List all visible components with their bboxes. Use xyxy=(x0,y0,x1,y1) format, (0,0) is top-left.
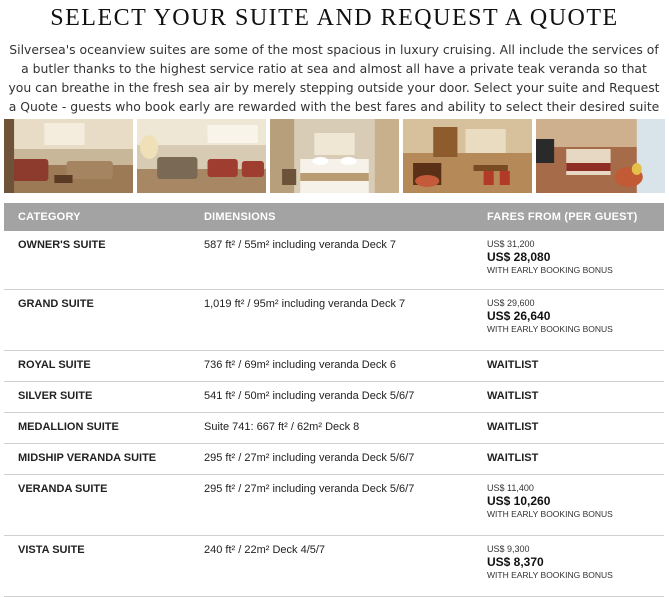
table-row[interactable] xyxy=(4,444,664,475)
early-booking-fare: US$ 26,640 xyxy=(487,309,551,323)
intro-paragraph: Silversea's oceanview suites are some of the most spacious in luxury cruising. All include the services of a butler thanks to the highest service ratio at sea and almost all have a private teak veranda so that you can breathe in the fresh sea air by merely stepping outside your door. Select your suite and Request a Quote - guests who book early are rewarded with the best fares and ability to select their desired suite xyxy=(8,42,660,114)
suite-category: VERANDA SUITE xyxy=(4,475,190,536)
suite-fare xyxy=(473,231,664,290)
veranda-suite-photo[interactable] xyxy=(536,119,665,193)
table-row[interactable] xyxy=(4,413,664,444)
table-row[interactable] xyxy=(4,351,664,382)
table-row[interactable] xyxy=(4,536,664,597)
early-booking-note: WITH EARLY BOOKING BONUS xyxy=(487,265,613,275)
suite-fares-table xyxy=(4,203,664,597)
suite-dimensions: 1,019 ft² / 95m² including veranda Deck 7 xyxy=(190,290,473,351)
dimensions-header: DIMENSIONS xyxy=(190,203,473,231)
suite-dimensions: 587 ft² / 55m² including veranda Deck 7 xyxy=(190,231,473,290)
table-row[interactable] xyxy=(4,290,664,351)
table-row[interactable] xyxy=(4,475,664,536)
suite-category: SILVER SUITE xyxy=(4,382,190,413)
suite-dimensions: 295 ft² / 27m² including veranda Deck 5/6/7 xyxy=(190,475,473,536)
regular-fare: US$ 9,300 xyxy=(487,544,530,554)
early-booking-note: WITH EARLY BOOKING BONUS xyxy=(487,324,613,334)
early-booking-note: WITH EARLY BOOKING BONUS xyxy=(487,509,613,519)
suite-category: MIDSHIP VERANDA SUITE xyxy=(4,444,190,475)
suite-fare xyxy=(473,536,664,597)
waitlist-status: WAITLIST xyxy=(473,444,664,475)
waitlist-status: WAITLIST xyxy=(473,413,664,444)
lounge-photo[interactable] xyxy=(137,119,266,193)
table-row[interactable] xyxy=(4,231,664,290)
early-booking-fare: US$ 10,260 xyxy=(487,494,551,508)
fares-header: FARES FROM (PER GUEST) xyxy=(473,203,664,231)
photo-strip xyxy=(4,119,665,193)
suite-fare xyxy=(473,290,664,351)
early-booking-note: WITH EARLY BOOKING BONUS xyxy=(487,570,613,580)
suite-category: VISTA SUITE xyxy=(4,536,190,597)
regular-fare: US$ 31,200 xyxy=(487,239,535,249)
regular-fare: US$ 11,400 xyxy=(487,483,534,493)
suite-category: OWNER'S SUITE xyxy=(4,231,190,290)
category-header: CATEGORY xyxy=(4,203,190,231)
table-row[interactable] xyxy=(4,382,664,413)
suite-category: GRAND SUITE xyxy=(4,290,190,351)
suite-dimensions: Suite 741: 667 ft² / 62m² Deck 8 xyxy=(190,413,473,444)
waitlist-status: WAITLIST xyxy=(473,351,664,382)
regular-fare: US$ 29,600 xyxy=(487,298,535,308)
suite-category: MEDALLION SUITE xyxy=(4,413,190,444)
suite-category: ROYAL SUITE xyxy=(4,351,190,382)
suite-dimensions: 541 ft² / 50m² including veranda Deck 5/6/7 xyxy=(190,382,473,413)
table-header-row xyxy=(4,203,664,231)
early-booking-fare: US$ 8,370 xyxy=(487,555,544,569)
living-room-photo[interactable] xyxy=(4,119,133,193)
waitlist-status: WAITLIST xyxy=(473,382,664,413)
suite-dimensions: 295 ft² / 27m² including veranda Deck 5/6/7 xyxy=(190,444,473,475)
suite-dimensions: 736 ft² / 69m² including veranda Deck 6 xyxy=(190,351,473,382)
early-booking-fare: US$ 28,080 xyxy=(487,250,551,264)
suite-fare xyxy=(473,475,664,536)
bedroom-photo[interactable] xyxy=(270,119,399,193)
page-title: SELECT YOUR SUITE AND REQUEST A QUOTE xyxy=(50,5,619,31)
suite-dimensions: 240 ft² / 22m² Deck 4/5/7 xyxy=(190,536,473,597)
dining-area-photo[interactable] xyxy=(403,119,532,193)
